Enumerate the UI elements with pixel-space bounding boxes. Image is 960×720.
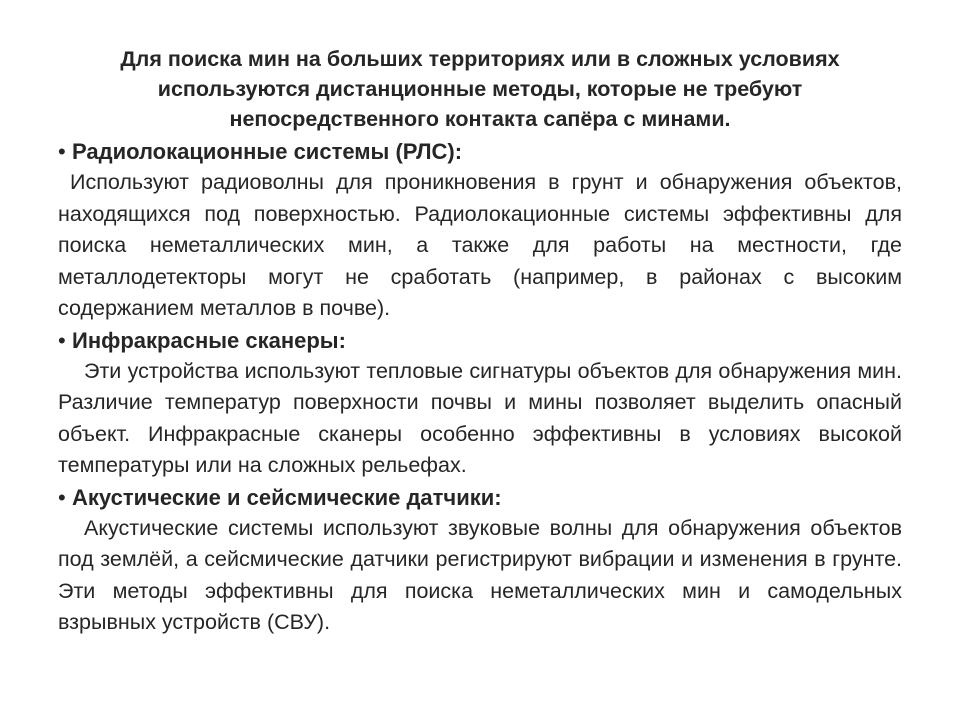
- section-infrared: [58, 325, 902, 482]
- section-heading: [58, 482, 902, 513]
- section-heading: [58, 136, 902, 167]
- section-acoustic: [58, 482, 902, 639]
- bullet-icon: •: [58, 327, 66, 353]
- section-heading-text: Акустические и сейсмические датчики:: [72, 484, 502, 510]
- section-heading: [58, 325, 902, 356]
- section-heading-text: Радиолокационные системы (РЛС):: [72, 139, 463, 164]
- section-radar: [58, 136, 902, 325]
- section-body: Эти устройства используют тепловые сигнатуры объектов для обнаружения мин. Различие температур поверхности почвы и мины позволяет выделить опасный объект. Инфракрасные сканеры особенно эффективны в условиях высокой температуры или на сложных рельефах.: [58, 358, 902, 477]
- section-body: Акустические системы используют звуковые волны для обнаружения объектов под землёй, а сейсмические датчики регистрируют вибрации и изменения в грунте. Эти методы эффективны для поиска неметаллических мин и самодельных взрывных устройств (СВУ).: [58, 515, 902, 634]
- slide-title: Для поиска мин на больших территориях или в сложных условиях используются дистанционные методы, которые не требуют непосредственного контакта сапёра с минами.: [120, 47, 840, 131]
- bullet-icon: •: [58, 484, 66, 510]
- section-heading-text: Инфракрасные сканеры:: [72, 327, 346, 353]
- bullet-icon: •: [58, 139, 66, 164]
- section-body: Используют радиоволны для проникновения в грунт и обнаружения объектов, находящихся под поверхностью. Радиолокационные системы эффективны для поиска неметаллических мин, а также для работы на местности, где металлодетекторы могут не сработать (например, в районах с высоким содержанием металлов в почве).: [58, 170, 902, 320]
